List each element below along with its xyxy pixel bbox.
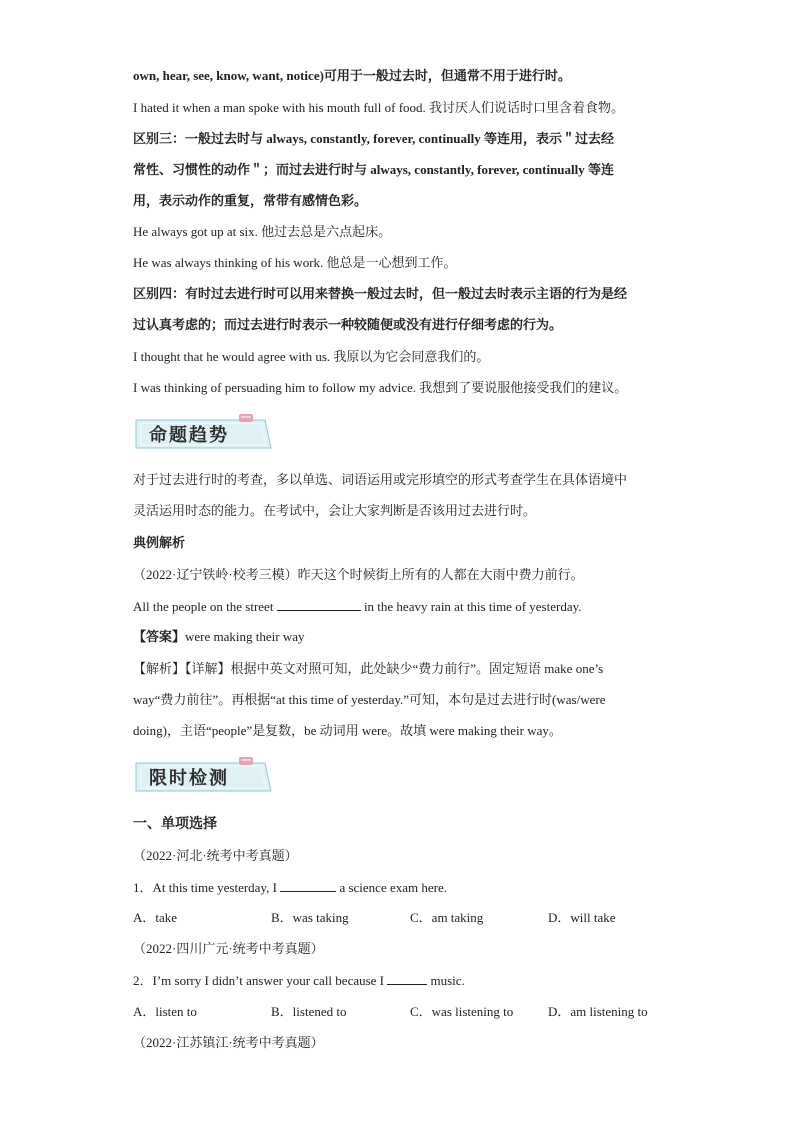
banner-title: 限时检测 bbox=[149, 768, 229, 789]
text-line: 过认真考虑的；而过去进行时表示一种较随便或没有进行仔细考虑的行为。 bbox=[133, 317, 563, 332]
text-line: He was always thinking of his work. 他总是一心想到工作。 bbox=[133, 255, 457, 270]
option-d[interactable]: D．am listening to bbox=[548, 1004, 648, 1019]
question-text-before: 2．I’m sorry I didn’t answer your call because I bbox=[133, 973, 385, 988]
answer-blank bbox=[280, 879, 336, 892]
option-c[interactable]: C．am taking bbox=[410, 910, 484, 925]
option-b[interactable]: B．was taking bbox=[271, 910, 349, 925]
answer-blank bbox=[387, 972, 427, 985]
banner-title: 命题趋势 bbox=[149, 425, 229, 446]
example-heading: 典例解析 bbox=[133, 536, 186, 551]
question-source: （2022·辽宁铁岭·校考三模）昨天这个时候街上所有的人都在大雨中费力前行。 bbox=[133, 567, 584, 582]
answer-label: 【答案】 bbox=[133, 629, 186, 644]
analysis-line: doing)，主语“people”是复数，be 动词用 were。故填 were making their way。 bbox=[133, 723, 562, 738]
text-line: I hated it when a man spoke with his mouth full of food. 我讨厌人们说话时口里含着食物。 bbox=[133, 100, 625, 115]
section-heading: 一、单项选择 bbox=[133, 816, 217, 832]
question-source: （2022·江苏镇江·统考中考真题） bbox=[133, 1035, 324, 1050]
question-text-after: in the heavy rain at this time of yesterday. bbox=[363, 599, 582, 614]
question-text bbox=[133, 598, 582, 615]
question-text bbox=[133, 972, 465, 989]
question-text-before: 1．At this time yesterday, I bbox=[133, 880, 277, 895]
option-b[interactable]: B．listened to bbox=[271, 1004, 347, 1019]
option-a[interactable]: A．take bbox=[133, 910, 178, 925]
text-line: He always got up at six. 他过去总是六点起床。 bbox=[133, 224, 392, 239]
question-source: （2022·河北·统考中考真题） bbox=[133, 848, 298, 863]
answer-line bbox=[133, 629, 305, 645]
text-line: own, hear, see, know, want, notice)可用于一般过去时，但通常不用于进行时。 bbox=[133, 68, 571, 83]
option-a[interactable]: A．listen to bbox=[133, 1004, 197, 1019]
analysis-line: 【解析】【详解】根据中英文对照可知，此处缺少“费力前行”。固定短语 make one’s bbox=[133, 661, 604, 676]
option-d[interactable]: D．will take bbox=[548, 910, 616, 925]
question-source: （2022·四川广元·统考中考真题） bbox=[133, 941, 324, 956]
answer-text: were making their way bbox=[185, 629, 305, 644]
text-line: 区别四：有时过去进行时可以用来替换一般过去时，但一般过去时表示主语的行为是经 bbox=[133, 286, 628, 301]
text-line: I thought that he would agree with us. 我原以为它会同意我们的。 bbox=[133, 349, 490, 364]
analysis-line: way“费力前往”。再根据“at this time of yesterday.”可知，本句是过去进行时(was/were bbox=[133, 692, 606, 707]
question-text-after: music. bbox=[430, 973, 465, 988]
text-line: 常性、习惯性的动作＂；而过去进行时与 always, constantly, forever, continually 等连 bbox=[133, 162, 615, 177]
question-text-after: a science exam here. bbox=[339, 880, 447, 895]
question-text bbox=[133, 879, 447, 896]
answer-blank bbox=[277, 598, 361, 611]
text-line: 灵活运用时态的能力。在考试中，会让大家判断是否该用过去进行时。 bbox=[133, 504, 537, 519]
section-banner bbox=[133, 757, 273, 793]
option-c[interactable]: C．was listening to bbox=[410, 1004, 514, 1019]
section-banner bbox=[133, 414, 273, 450]
text-line: 区别三：一般过去时与 always, constantly, forever, continually 等连用，表示＂过去经 bbox=[133, 131, 615, 146]
text-line: I was thinking of persuading him to follow my advice. 我想到了要说服他接受我们的建议。 bbox=[133, 380, 628, 395]
text-line: 对于过去进行时的考查，多以单选、词语运用或完形填空的形式考查学生在具体语境中 bbox=[133, 473, 628, 488]
text-line: 用，表示动作的重复，常带有感情色彩。 bbox=[133, 193, 368, 208]
question-text-before: All the people on the street bbox=[133, 599, 274, 614]
